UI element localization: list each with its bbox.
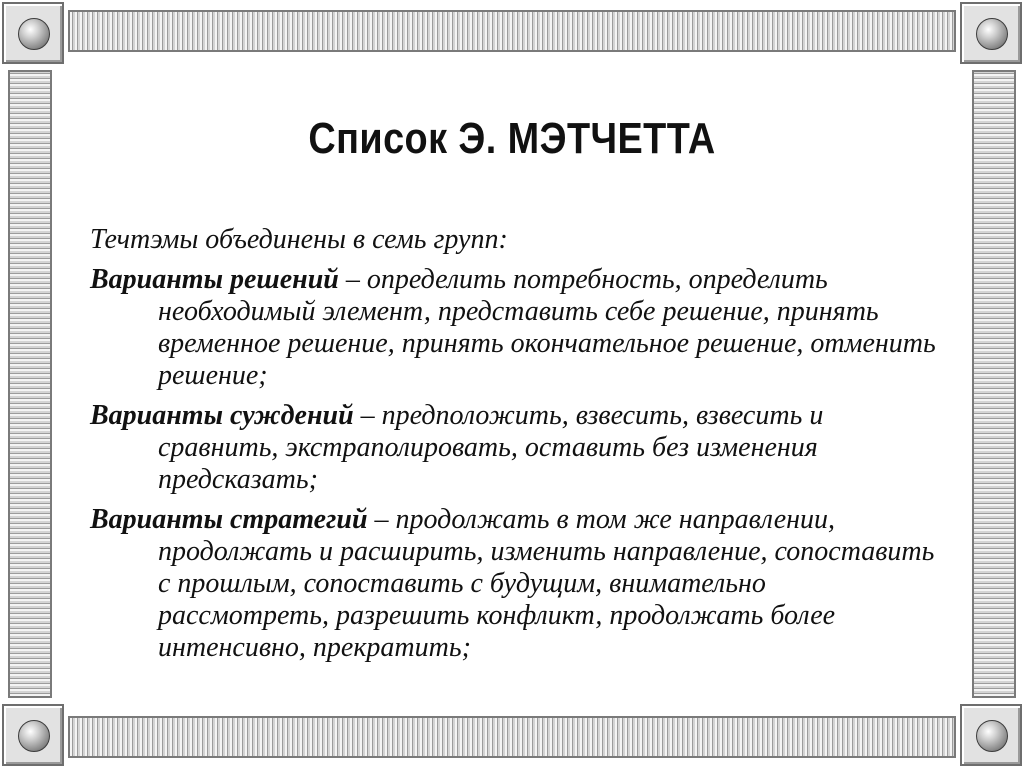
- slide-title: Список Э. МЭТЧЕТТА: [308, 114, 716, 163]
- group-name: Варианты суждений: [90, 400, 354, 431]
- rivet-icon: [976, 720, 1008, 752]
- intro-text: Течтэмы объединены в семь групп:: [90, 224, 508, 255]
- slide-body: [90, 224, 940, 672]
- frame-top-rail: [68, 10, 956, 52]
- frame-right-rail: [972, 70, 1016, 698]
- rivet-icon: [18, 18, 50, 50]
- frame-corner-bottom-left: [2, 704, 64, 766]
- group-name: Варианты стратегий: [90, 504, 368, 535]
- frame-corner-top-left: [2, 2, 64, 64]
- frame-left-rail: [8, 70, 52, 698]
- slide-content: [68, 56, 956, 712]
- group-judgements: [90, 400, 940, 496]
- frame-corner-bottom-right: [960, 704, 1022, 766]
- group-strategies: [90, 504, 940, 664]
- group-description: – определить потребность, определить необходимый элемент, представить себе решение, принять временное решение, принять окончательное решение, отменить решение;: [158, 264, 936, 391]
- group-decisions: [90, 264, 940, 392]
- rivet-icon: [976, 18, 1008, 50]
- frame-corner-top-right: [960, 2, 1022, 64]
- group-name: Варианты решений: [90, 264, 339, 295]
- group-description: – продолжать в том же направлении, продолжать и расширить, изменить направление, сопоставить с прошлым, сопоставить с будущим, внимательно рассмотреть, разрешить конфликт, продолжать более интенсивно, прекратить;: [158, 504, 935, 663]
- frame-bottom-rail: [68, 716, 956, 758]
- group-description: – предположить, взвесить, взвесить и сравнить, экстраполировать, оставить без изменения предсказать;: [158, 400, 824, 495]
- rivet-icon: [18, 720, 50, 752]
